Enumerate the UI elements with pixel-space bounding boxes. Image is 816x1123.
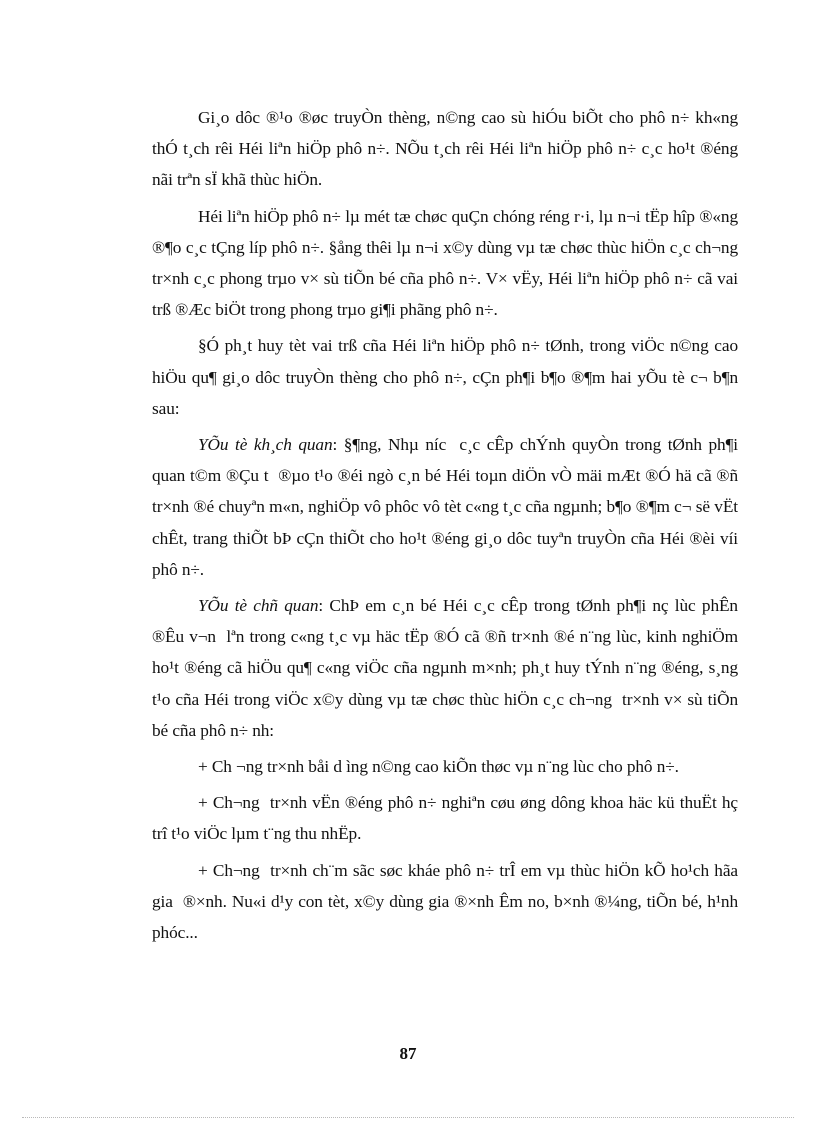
paragraph-text: + Ch¬ng tr×nh ch¨m sãc søc kháe phô n÷ trÎ em vµ thùc hiÖn kÕ ho¹ch hãa gia ®×nh. Nu«i d¹y con tèt, x©y dùng gia ®×nh Êm no, b×nh ®¼ng, tiÕn bé, h¹nh phóc... <box>152 860 743 943</box>
page-number: 87 <box>399 1044 417 1063</box>
list-item-program-1 <box>152 751 738 782</box>
paragraph-objective-factor <box>152 429 743 585</box>
paragraph-subjective-factor <box>152 590 743 746</box>
paragraph-1 <box>152 102 743 196</box>
paragraph-text: Gi¸o dôc ®¹o ®øc truyÒn thèng, n©ng cao sù hiÓu biÕt cho phô n÷ kh«ng thÓ t¸ch rêi Héi liªn hiÖp phô n÷. NÕu t¸ch rêi Héi liªn hiÖp phô n÷ c¸c ho¹t ®éng nãi trªn sÏ khã thùc hiÖn. <box>152 108 743 190</box>
paragraph-text: : ChÞ em c¸n bé Héi c¸c cÊp trong tØnh ph¶i nç lùc phÊn ®Êu v¬n lªn trong c«ng t¸c vµ häc tËp ®Ó cã ®ñ tr×nh ®é n¨ng lùc, kinh nghiÖm ho¹t ®éng cã hiÖu qu¶ c«ng viÖc cña ngµnh m×nh; ph¸t huy tÝnh n¨ng ®éng, s¸ng t¹o cña Héi trong viÖc x©y dùng vµ tæ chøc thùc hiÖn c¸c ch¬ng tr×nh v× sù tiÕn bé cña phô n÷ nh: <box>152 596 743 740</box>
paragraph-3 <box>152 330 743 424</box>
list-item-program-3 <box>152 855 743 949</box>
paragraph-text: §Ó ph¸t huy tèt vai trß cña Héi liªn hiÖp phô n÷ tØnh, trong viÖc n©ng cao hiÖu qu¶ gi¸o dôc truyÒn thèng cho phô n÷, cÇn ph¶i b¶o ®¶m hai yÕu tè c¬ b¶n sau: <box>152 336 743 418</box>
paragraph-lead-italic: YÕu tè kh¸ch quan <box>198 435 333 455</box>
paragraph-text: + Ch ¬ng tr×nh båi d ìng n©ng cao kiÕn thøc vµ n¨ng lùc cho phô n÷. <box>198 757 679 777</box>
document-page <box>152 102 747 953</box>
paragraph-text: Héi liªn hiÖp phô n÷ lµ mét tæ chøc quÇn chóng réng r·i, lµ n¬i tËp hîp ®«ng ®¶o c¸c tÇng líp phô n÷. §ång thêi lµ n¬i x©y dùng vµ tæ chøc thùc hiÖn c¸c ch¬ng tr×nh c¸c phong trµo v× sù tiÕn bé cña phô n÷. V× vËy, Héi liªn hiÖp phô n÷ cã vai trß ®Æc biÖt trong phong trµo gi¶i phãng phô n÷. <box>152 206 747 320</box>
list-item-program-2 <box>152 787 743 849</box>
paragraph-2 <box>152 201 747 326</box>
footer-divider <box>22 1117 794 1118</box>
paragraph-text: : §¶ng, Nhµ níc c¸c cÊp chÝnh quyÒn trong tØnh ph¶i quan t©m ®Çu t ®µo t¹o ®éi ngò c¸n bé Héi toµn diÖn vÒ mäi mÆt ®Ó hä cã ®ñ tr×nh ®é chuyªn m«n, nghiÖp vô phôc vô tèt c«ng t¸c cña ngµnh; b¶o ®¶m c¬ së vËt chÊt, trang thiÕt bÞ cÇn thiÕt cho ho¹t ®éng gi¸o dôc tuyªn truyÒn cña Héi ®èi víi phô n÷. <box>152 435 743 579</box>
paragraph-text: + Ch¬ng tr×nh vËn ®éng phô n÷ nghiªn cøu øng dông khoa häc kü thuËt hç trî t¹o viÖc lµm t¨ng thu nhËp. <box>152 793 743 844</box>
paragraph-lead-italic: YÕu tè chñ quan <box>198 596 319 616</box>
